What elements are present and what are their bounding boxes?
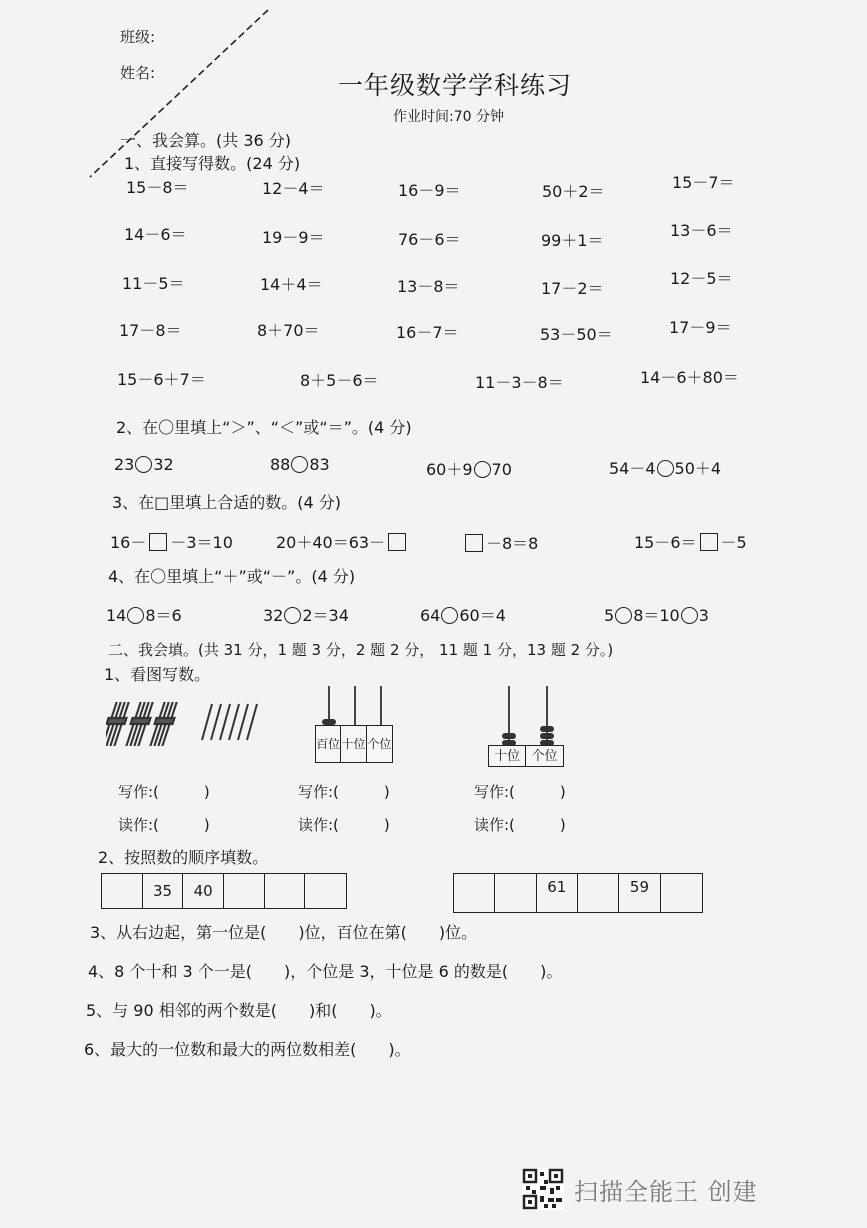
exercise: 15－8＝	[126, 178, 189, 197]
exercise: 17－8＝	[119, 321, 182, 340]
exercise: 13－8＝	[397, 277, 460, 296]
sequence-cell[interactable]	[224, 874, 265, 908]
answer-circle[interactable]	[135, 456, 152, 473]
write-answer[interactable]: 写作:( )	[474, 783, 566, 801]
place-label: 个位	[531, 748, 558, 764]
write-answer[interactable]: 写作:( )	[118, 783, 210, 801]
place-label: 个位	[367, 736, 392, 751]
exercise: 16－9＝	[398, 181, 461, 200]
answer-box[interactable]	[149, 533, 167, 551]
answer-circle[interactable]	[284, 607, 301, 624]
fill-item: 15－6＝ －5	[634, 533, 747, 552]
p2-q5: 5、与 90 相邻的两个数是( )和( )。	[86, 1001, 392, 1020]
answer-circle[interactable]	[291, 456, 308, 473]
p2-q3: 3、从右边起，第一位是( )位，百位在第( )位。	[90, 923, 478, 942]
q3-heading: 3、在□里填上合适的数。(4 分)	[112, 493, 342, 512]
write-answer[interactable]: 写作:( )	[298, 783, 390, 801]
exercise: 99＋1＝	[541, 231, 604, 250]
fill-item: 16－ －3＝10	[110, 533, 233, 552]
place-label: 十位	[489, 746, 526, 766]
qr-code-icon	[522, 1168, 564, 1210]
sequence-cell[interactable]	[102, 874, 143, 908]
compare-item: 88 83	[270, 455, 330, 474]
fill-item: 20＋40＝63－	[276, 530, 409, 553]
answer-circle[interactable]	[681, 607, 698, 624]
sign-item: 32 2＝34	[263, 606, 349, 625]
exercise: 8＋5－6＝	[300, 371, 379, 390]
sequence-cell[interactable]	[578, 874, 619, 912]
exercise: 13－6＝	[670, 221, 733, 240]
q2-heading: 2、在〇里填上“＞”、“＜”或“＝”。(4 分)	[116, 418, 412, 437]
answer-circle[interactable]	[127, 607, 144, 624]
exercise: 17－2＝	[541, 279, 604, 298]
p2-q6: 6、最大的一位数和最大的两位数相差( )。	[84, 1040, 411, 1059]
name-label: 姓名:	[120, 64, 156, 82]
sequence-cell[interactable]	[661, 874, 702, 912]
exercise: 19－9＝	[262, 228, 325, 247]
exercise: 8＋70＝	[257, 321, 320, 340]
place-label: 十位	[341, 726, 366, 762]
part2-heading: 二、我会填。(共 31 分，1 题 3 分，2 题 2 分， 11 题 1 分，13 题 2 分。)	[108, 641, 614, 659]
exercise: 50＋2＝	[542, 182, 605, 201]
sign-item: 64 60＝4	[420, 606, 506, 625]
answer-box[interactable]	[388, 533, 406, 551]
class-label: 班级:	[120, 28, 156, 46]
exercise: 53－50＝	[540, 325, 613, 344]
exercise: 12－5＝	[670, 269, 733, 288]
sequence-row-1	[101, 873, 347, 909]
stick-bundles-illustration	[106, 694, 266, 754]
abacus-tens-ones	[488, 745, 564, 767]
compare-item: 54－4 50＋4	[609, 459, 722, 478]
p2-q4: 4、8 个十和 3 个一是( )，个位是 3，十位是 6 的数是( )。	[88, 962, 563, 981]
exercise: 11－3－8＝	[475, 373, 564, 392]
read-answer[interactable]: 读作:( )	[474, 816, 566, 834]
exercise: 14－6＝	[124, 225, 187, 244]
read-answer[interactable]: 读作:( )	[298, 816, 390, 834]
sequence-cell[interactable]	[495, 874, 536, 912]
abacus-rod	[380, 686, 382, 726]
exercise: 16－7＝	[396, 323, 459, 342]
answer-box[interactable]	[700, 533, 718, 551]
q1-heading: 1、直接写得数。(24 分)	[124, 154, 301, 173]
exercise: 11－5＝	[122, 274, 185, 293]
exercise: 12－4＝	[262, 179, 325, 198]
exercise: 14－6＋80＝	[640, 368, 739, 387]
answer-circle[interactable]	[657, 460, 674, 477]
sign-item: 5 8＝10 3	[604, 606, 709, 625]
part1-heading: 一、我会算。(共 36 分)	[120, 131, 292, 150]
answer-circle[interactable]	[474, 461, 491, 478]
sequence-cell[interactable]: 40	[183, 874, 224, 908]
abacus-bead	[502, 733, 516, 739]
scanner-watermark: 扫描全能王 创建	[574, 1178, 758, 1206]
sequence-cell[interactable]	[305, 874, 346, 908]
abacus-bead	[540, 726, 554, 732]
read-answer[interactable]: 读作:( )	[118, 816, 210, 834]
time-note: 作业时间:70 分钟	[393, 109, 504, 125]
page-title: 一年级数学学科练习	[338, 71, 573, 100]
answer-circle[interactable]	[615, 607, 632, 624]
sequence-cell[interactable]	[265, 874, 306, 908]
answer-circle[interactable]	[441, 607, 458, 624]
place-label: 百位	[316, 726, 341, 762]
sequence-cell[interactable]: 61	[537, 874, 578, 912]
sequence-cell[interactable]	[454, 874, 495, 912]
sequence-row-2	[453, 873, 703, 913]
compare-item: 60＋9 70	[426, 460, 512, 479]
q4-heading: 4、在〇里填上“＋”或“－”。(4 分)	[108, 567, 356, 586]
exercise: 15－6＋7＝	[117, 370, 206, 389]
p2-q1-heading: 1、看图写数。	[104, 665, 211, 684]
exercise: 76－6＝	[398, 230, 461, 249]
abacus-hundreds-tens-ones	[315, 725, 393, 763]
sign-item: 14 8＝6	[106, 606, 182, 625]
exercise: 17－9＝	[669, 318, 732, 337]
sequence-cell[interactable]: 59	[619, 874, 660, 912]
abacus-rod	[354, 686, 356, 726]
answer-box[interactable]	[465, 534, 483, 552]
compare-item: 23 32	[114, 455, 174, 474]
exercise: 14＋4＝	[260, 275, 323, 294]
fill-item: －8＝8	[462, 531, 538, 554]
abacus-bead	[540, 733, 554, 739]
sequence-cell[interactable]: 35	[143, 874, 184, 908]
p2-q2-heading: 2、按照数的顺序填数。	[98, 848, 269, 867]
exercise: 15－7＝	[672, 173, 735, 192]
